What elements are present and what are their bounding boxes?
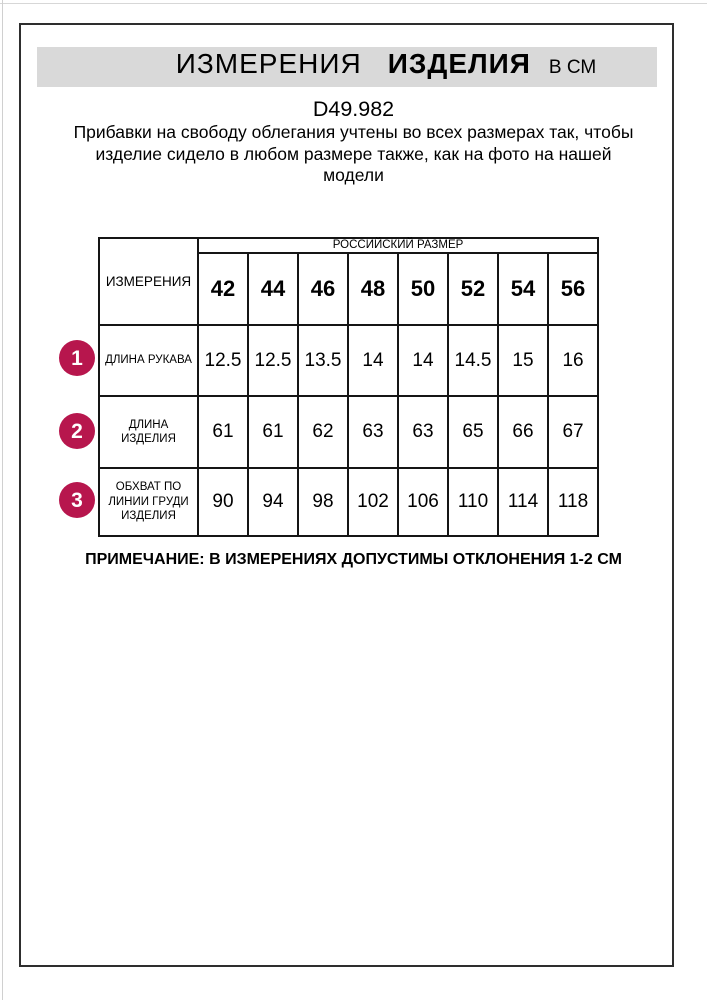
table-row: [99, 468, 598, 536]
intro-line: модели: [323, 165, 384, 185]
row-label-cell: ОБХВАТ ПО ЛИНИИ ГРУДИ ИЗДЕЛИЯ: [99, 468, 198, 536]
marker-digit: 3: [71, 488, 83, 512]
value-cell: 16: [548, 325, 598, 396]
title-units: В СМ: [548, 57, 597, 78]
row-label-cell: ДЛИНА РУКАВА: [99, 325, 198, 396]
value-cell: 63: [398, 396, 448, 468]
table-row: [99, 396, 598, 468]
size-header-cell: 54: [498, 253, 548, 325]
value-cell: 14: [348, 325, 398, 396]
row-label-cell: ДЛИНА ИЗДЕЛИЯ: [99, 396, 198, 468]
value-cell: 94: [248, 468, 298, 536]
value-cell: 98: [298, 468, 348, 536]
size-group-header-cell: РОССИЙСКИЙ РАЗМЕР: [198, 238, 598, 253]
size-header-cell: 48: [348, 253, 398, 325]
title-band: [37, 47, 657, 87]
value-cell: 14: [398, 325, 448, 396]
size-table: [98, 237, 599, 537]
value-cell: 106: [398, 468, 448, 536]
value-cell: 110: [448, 468, 498, 536]
value-cell: 62: [298, 396, 348, 468]
value-cell: 90: [198, 468, 248, 536]
value-cell: 13.5: [298, 325, 348, 396]
value-cell: 61: [248, 396, 298, 468]
intro-paragraph: [60, 122, 647, 187]
article-code: D49.982: [312, 97, 395, 121]
title-word-product: ИЗДЕЛИЯ: [387, 48, 531, 79]
scan-edge-line-top: [0, 3, 707, 4]
intro-line: Прибавки на свободу облегания учтены во всех размерах так, чтобы: [73, 122, 634, 142]
intro-line: изделие сидело в любом размере также, как на фото на нашей: [95, 143, 612, 164]
scan-edge-line-left: [2, 0, 3, 1000]
value-cell: 12.5: [198, 325, 248, 396]
table-row: [99, 238, 598, 253]
row-marker-1: [59, 340, 95, 376]
corner-header-cell: ИЗМЕРЕНИЯ: [99, 238, 198, 325]
value-cell: 114: [498, 468, 548, 536]
value-cell: 66: [498, 396, 548, 468]
title-word-measurements: ИЗМЕРЕНИЯ: [175, 48, 362, 79]
value-cell: 65: [448, 396, 498, 468]
note-text: ПРИМЕЧАНИЕ: В ИЗМЕРЕНИЯХ ДОПУСТИМЫ ОТКЛОНЕНИЯ 1-2 СМ: [85, 551, 622, 568]
size-header-cell: 50: [398, 253, 448, 325]
value-cell: 12.5: [248, 325, 298, 396]
size-header-cell: 42: [198, 253, 248, 325]
value-cell: 67: [548, 396, 598, 468]
size-header-cell: 44: [248, 253, 298, 325]
row-marker-3: [59, 482, 95, 518]
marker-digit: 1: [71, 346, 83, 370]
value-cell: 15: [498, 325, 548, 396]
value-cell: 118: [548, 468, 598, 536]
size-header-cell: 56: [548, 253, 598, 325]
value-cell: 14.5: [448, 325, 498, 396]
size-header-cell: 52: [448, 253, 498, 325]
value-cell: 63: [348, 396, 398, 468]
value-cell: 61: [198, 396, 248, 468]
marker-digit: 2: [71, 419, 83, 443]
table-row: [99, 325, 598, 396]
size-header-cell: 46: [298, 253, 348, 325]
row-marker-2: [59, 413, 95, 449]
value-cell: 102: [348, 468, 398, 536]
